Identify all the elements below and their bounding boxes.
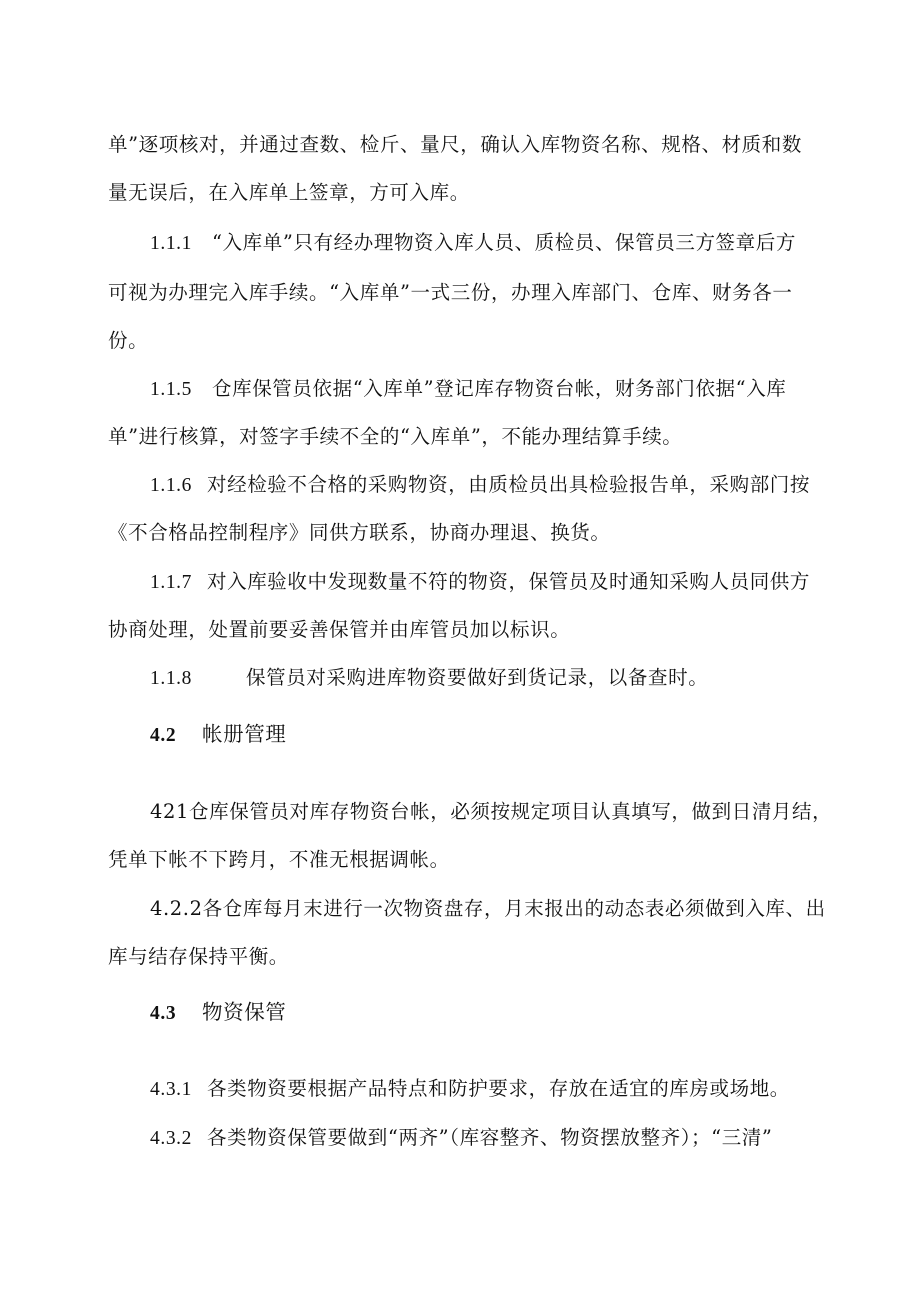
clause-1-1-1-line-2: 可视为办理完入库手续。“入库单”一式三份，办理入库部门、仓库、财务各一 bbox=[108, 281, 793, 304]
clause-1-1-7 bbox=[150, 570, 862, 595]
clause-text: 各类物资要根据产品特点和防护要求，存放在适宜的库房或场地。 bbox=[207, 1077, 790, 1100]
clause-1-1-1 bbox=[150, 231, 862, 256]
clause-4-2-2-line-2: 库与结存保持平衡。 bbox=[108, 945, 289, 968]
section-heading-4-3 bbox=[150, 1000, 862, 1026]
clause-number: 1.1.6 bbox=[150, 475, 192, 496]
clause-number: 4.3.1 bbox=[150, 1079, 192, 1100]
paragraph-0-line-1: 单”逐项核对，并通过查数、检斤、量尺，确认入库物资名称、规格、材质和数 bbox=[108, 133, 802, 156]
clause-text: 各类物资保管要做到“两齐”（库容整齐、物资摆放整齐）；“三清” bbox=[207, 1126, 773, 1149]
section-number: 4.2 bbox=[150, 725, 177, 746]
section-heading-4-2 bbox=[150, 722, 862, 748]
clause-number: 1.1.8 bbox=[150, 668, 192, 689]
clause-text: 对经检验不合格的采购物资，由质检员出具检验报告单，采购部门按 bbox=[207, 473, 811, 496]
clause-1-1-1-line-3: 份。 bbox=[108, 329, 149, 352]
clause-4-3-2 bbox=[150, 1126, 862, 1151]
clause-number: 1.1.7 bbox=[150, 572, 192, 593]
clause-number: 1.1.5 bbox=[150, 379, 192, 400]
clause-4-2-1: 421仓库保管员对库存物资台帐，必须按规定项目认真填写，做到日清月结， bbox=[150, 800, 833, 823]
clause-text: 对入库验收中发现数量不符的物资，保管员及时通知采购人员同供方 bbox=[207, 570, 811, 593]
clause-text: “入库单”只有经办理物资入库人员、质检员、保管员三方签章后方 bbox=[212, 231, 796, 254]
clause-text: 仓库保管员依据“入库单”登记库存物资台帐，财务部门依据“入库 bbox=[212, 377, 787, 400]
section-title: 帐册管理 bbox=[202, 722, 287, 746]
clause-1-1-6 bbox=[150, 473, 862, 498]
paragraph-0-line-2: 量无误后，在入库单上签章，方可入库。 bbox=[108, 181, 470, 204]
clause-4-2-1-line-2: 凭单下帐不下跨月，不准无根据调帐。 bbox=[108, 848, 450, 871]
clause-4-2-2: 4.2.2各仓库每月末进行一次物资盘存，月末报出的动态表必须做到入库、出 bbox=[150, 897, 826, 920]
clause-1-1-7-line-2: 协商处理，处置前要妥善保管并由库管员加以标识。 bbox=[108, 618, 571, 641]
clause-1-1-6-line-2: 《不合格品控制程序》同供方联系，协商办理退、换货。 bbox=[108, 521, 611, 544]
clause-number: 1.1.1 bbox=[150, 233, 192, 254]
clause-number: 4.3.2 bbox=[150, 1128, 192, 1149]
clause-1-1-8 bbox=[150, 666, 862, 691]
clause-4-3-1 bbox=[150, 1077, 862, 1102]
clause-text: 保管员对采购进库物资要做好到货记录，以备查时。 bbox=[246, 666, 709, 689]
section-title: 物资保管 bbox=[202, 1000, 287, 1024]
clause-1-1-5 bbox=[150, 377, 862, 402]
section-number: 4.3 bbox=[150, 1003, 177, 1024]
clause-1-1-5-line-2: 单”进行核算，对签字手续不全的“入库单”，不能办理结算手续。 bbox=[108, 425, 683, 448]
